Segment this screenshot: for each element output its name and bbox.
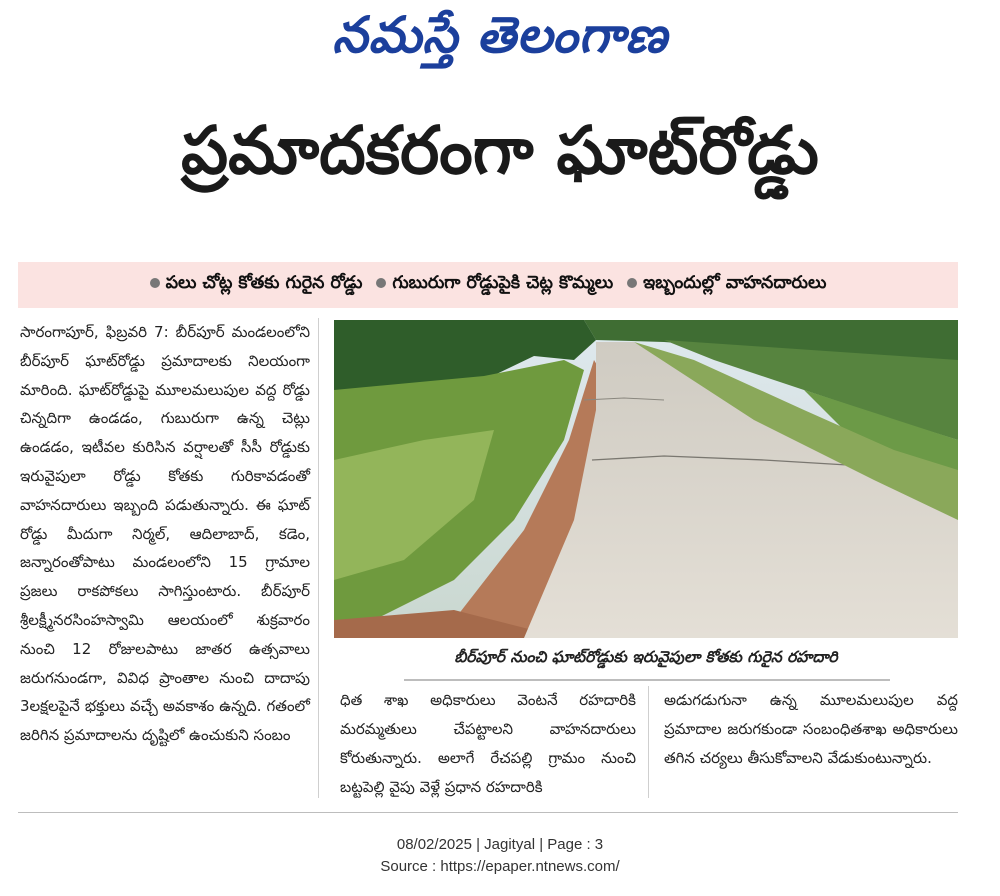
footer-source-link[interactable]: Source : https://epaper.ntnews.com/ — [380, 858, 620, 875]
article-column-3 — [664, 686, 958, 773]
bullet-icon — [150, 278, 160, 288]
column-divider — [318, 318, 319, 798]
article-headline: ప్రమాదకరంగా ఘాట్‌రోడ్డు — [181, 112, 819, 189]
article-text: అడుగడుగునా ఉన్న మూలమలుపుల వద్ద ప్రమాదాల జరుగకుండా సంబంధితశాఖ అధికారులు తగిన చర్యలు తీసుకోవాలని వేడుకుంటున్నారు. — [664, 691, 958, 767]
footer-divider — [18, 812, 958, 813]
caption-underline — [404, 679, 890, 681]
article-text: ధిత శాఖ అధికారులు వెంటనే రహదారికి మరమ్మతులు చేపట్టాలని వాహనదారులు కోరుతున్నారు. అలాగే రేచపల్లి గ్రామం నుంచి బట్టపెల్లి వైపు వెళ్లే ప్రధాన రహదారికి — [340, 691, 636, 796]
subheadline-item: గుబురుగా రోడ్డుపైకి చెట్ల కొమ్మలు — [376, 273, 613, 297]
subheadline-item: పలు చోట్ల కోతకు గురైన రోడ్డు — [150, 273, 363, 297]
article-photo — [334, 320, 958, 638]
column-divider — [648, 686, 649, 798]
article-column-1 — [20, 318, 310, 750]
subheadline-bar — [18, 262, 958, 308]
subheadline-item: ఇబ్బందుల్లో వాహనదారులు — [627, 273, 826, 297]
footer — [0, 834, 1000, 878]
masthead-logo: నమస్తే తెలంగాణ — [332, 6, 668, 64]
footer-edition-info: 08/02/2025 | Jagityal | Page : 3 — [396, 836, 604, 853]
bullet-icon — [627, 278, 637, 288]
bullet-icon — [376, 278, 386, 288]
article-text: సారంగాపూర్‌, ఫిబ్రవరి 7: బీర్‌పూర్‌ మండలంలోని బీర్‌పూర్‌ ఘాట్‌రోడ్డు ప్రమాదాలకు నిలయంగా మారింది. ఘాట్‌రోడ్డుపై మూలమలుపుల వద్ద రోడ్డు చిన్నదిగా ఉండడం, గుబురుగా ఉన్న చెట్లు ఉండడం, ఇటీవల కురిసిన వర్షాలతో సీసీ రోడ్డుకు ఇరువైపులా రోడ్డు కోతకు గురికావడంతో వాహనదారులు ఇబ్బంది పడుతున్నారు. ఈ ఘాట్‌ రోడ్డు మీదుగా నిర్మల్‌, ఆదిలాబాద్‌, కడెం, జన్నారంతోపాటు మండలంలోని 15 గ్రామాల ప్రజలు రాకపోకలు సాగిస్తుంటారు. బీర్‌పూర్‌ శ్రీలక్ష్మీనరసింహస్వామి ఆలయంలో శుక్రవారం నుంచి 12 రోజులపాటు జాతర ఉత్సవాలు జరుగనుండగా, వివిధ ప్రాంతాల నుంచి దాదాపు 3లక్షలపైనే భక్తులు వచ్చే అవకాశం ఉన్నది. గతంలో జరిగిన ప్రమాదాలను దృష్టిలో ఉంచుకుని సంబం — [20, 323, 310, 745]
photo-caption: బీర్‌పూర్‌ నుంచి ఘాట్‌రోడ్డుకు ఇరువైపులా కోతకు గురైన రహదారి — [454, 648, 838, 666]
article-column-2 — [340, 686, 636, 802]
